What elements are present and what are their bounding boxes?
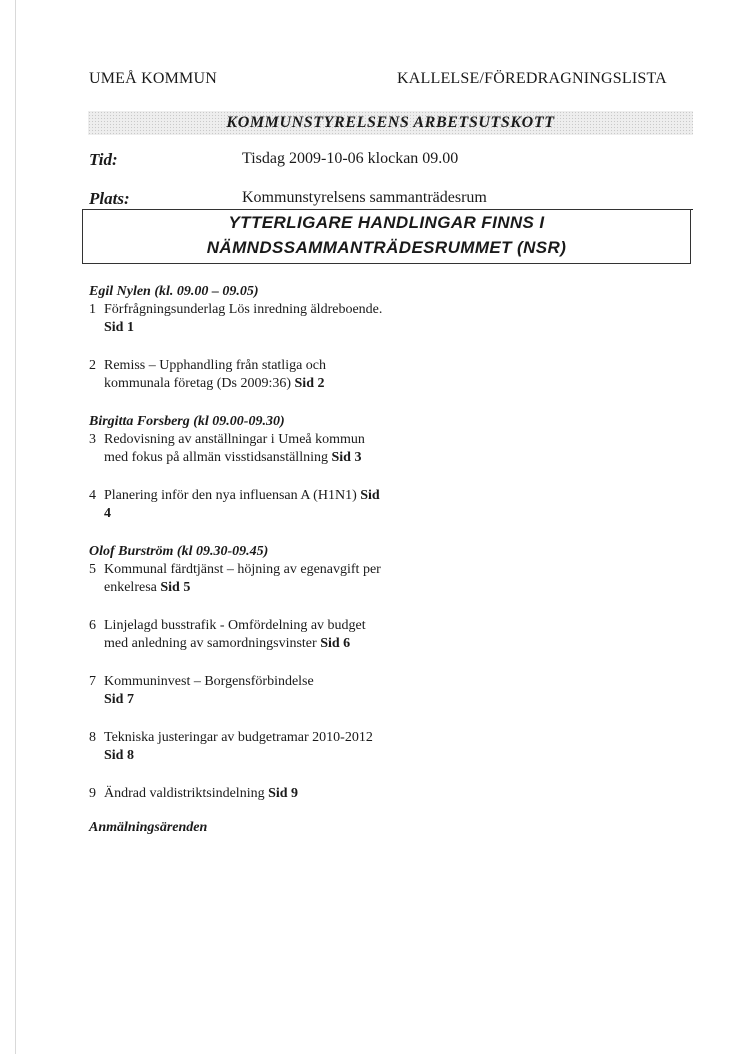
place-value: Kommunstyrelsens sammanträdesrum xyxy=(242,189,487,206)
item-text: Planering inför den nya influensan A (H1N1) Sid 4 xyxy=(104,488,380,521)
time-value: Tisdag 2009-10-06 klockan 09.00 xyxy=(242,150,459,167)
section-speaker: Birgitta Forsberg (kl 09.00-09.30) xyxy=(89,414,285,429)
place-label: Plats: xyxy=(89,189,130,208)
agenda-item xyxy=(89,673,389,709)
committee-title: KOMMUNSTYRELSENS ARBETSUTSKOTT xyxy=(226,114,555,131)
agenda-item xyxy=(89,785,389,803)
agenda-list xyxy=(89,283,389,823)
item-number: 7 xyxy=(89,674,96,689)
item-text: Tekniska justeringar av budgetramar 2010-2012 Sid 8 xyxy=(104,730,373,763)
agenda-item xyxy=(89,431,389,467)
item-text: Kommunal färdtjänst – höjning av egenavgift per enkelresa Sid 5 xyxy=(104,562,381,595)
item-number: 5 xyxy=(89,562,96,577)
item-page-ref: Sid 4 xyxy=(104,488,380,521)
item-text: Kommuninvest – Borgensförbindelse Sid 7 xyxy=(104,674,314,707)
item-page-ref: Sid 6 xyxy=(320,636,351,651)
item-number: 4 xyxy=(89,488,96,503)
item-text: Linjelagd busstrafik - Omfördelning av budget med anledning av samordningsvinster Sid 6 xyxy=(104,618,366,651)
item-page-ref: Sid 7 xyxy=(104,692,134,707)
committee-title-band xyxy=(88,111,693,135)
item-number: 6 xyxy=(89,618,96,633)
notice-line-2: NÄMNDSSAMMANTRÄDESRUMMET (NSR) xyxy=(206,238,567,257)
item-page-ref: Sid 1 xyxy=(104,320,134,335)
item-text: Redovisning av anställningar i Umeå kommun med fokus på allmän visstidsanställning Sid 3 xyxy=(104,432,365,465)
item-text: Ändrad valdistriktsindelning Sid 9 xyxy=(104,786,299,801)
agenda-item xyxy=(89,357,389,393)
item-page-ref: Sid 5 xyxy=(160,580,191,595)
scan-page-edge xyxy=(15,0,16,1054)
item-page-ref: Sid 3 xyxy=(331,450,362,465)
item-page-ref: Sid 9 xyxy=(268,786,299,801)
item-number: 1 xyxy=(89,302,96,317)
agenda-item xyxy=(89,729,389,765)
agenda-item xyxy=(89,487,389,523)
agenda-item xyxy=(89,301,389,337)
notice-line-1: YTTERLIGARE HANDLINGAR FINNS I xyxy=(228,213,545,232)
item-number: 9 xyxy=(89,786,96,801)
item-text: Förfrågningsunderlag Lös inredning äldreboende. Sid 1 xyxy=(104,302,383,335)
item-page-ref: Sid 2 xyxy=(294,376,325,391)
agenda-item xyxy=(89,617,389,653)
item-number: 2 xyxy=(89,358,96,373)
notifications-heading: Anmälningsärenden xyxy=(89,820,208,835)
section-speaker: Olof Burström (kl 09.30-09.45) xyxy=(89,544,269,559)
agenda-item xyxy=(89,561,389,597)
item-page-ref: Sid 8 xyxy=(104,748,134,763)
item-number: 3 xyxy=(89,432,96,447)
section-speaker: Egil Nylen (kl. 09.00 – 09.05) xyxy=(89,284,259,299)
document-type: KALLELSE/FÖREDRAGNINGSLISTA xyxy=(397,70,667,87)
notice-box xyxy=(82,209,691,264)
municipality-name: UMEÅ KOMMUN xyxy=(89,70,217,87)
item-number: 8 xyxy=(89,730,96,745)
item-text: Remiss – Upphandling från statliga och kommunala företag (Ds 2009:36) Sid 2 xyxy=(104,358,327,391)
time-label: Tid: xyxy=(89,150,118,169)
